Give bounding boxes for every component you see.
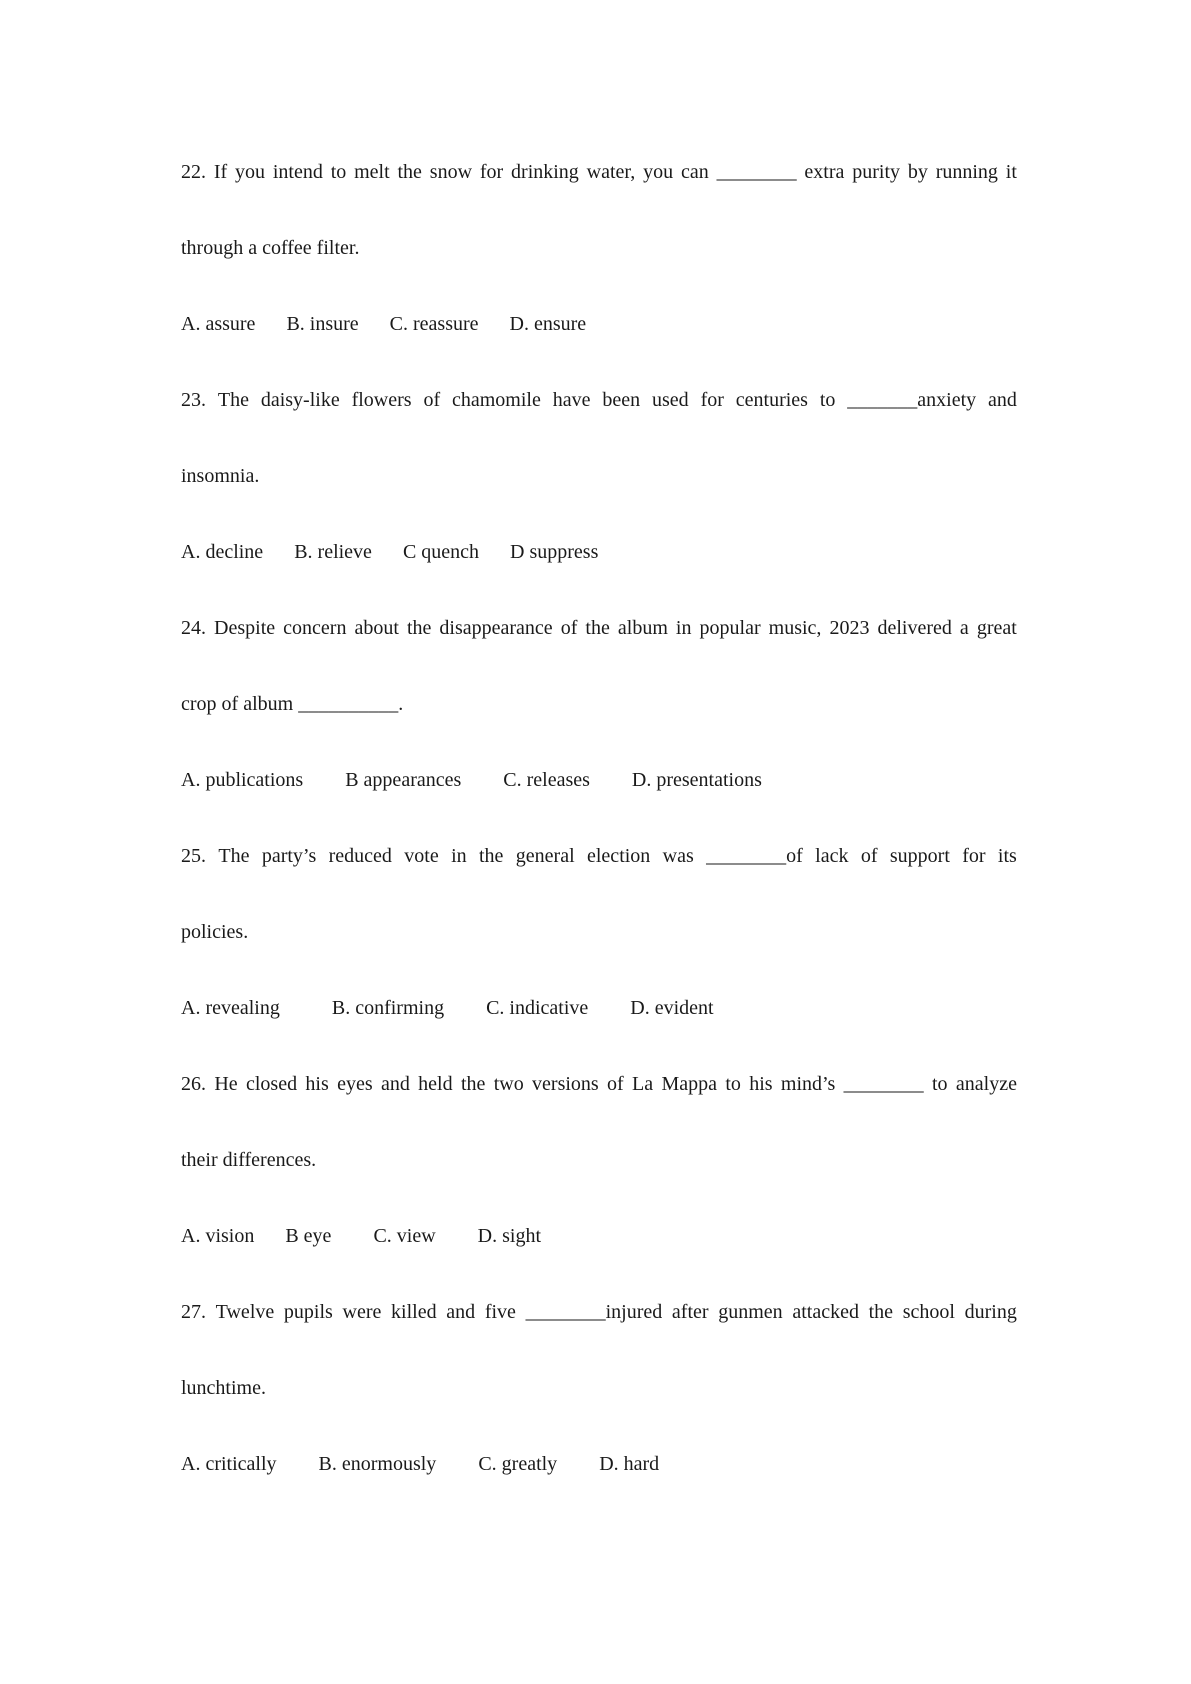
word: held: [418, 1073, 453, 1095]
question-26-options: [181, 1224, 1017, 1248]
option-a[interactable]: A. revealing: [181, 997, 280, 1019]
word: of: [560, 617, 578, 639]
option-c[interactable]: C. greatly: [478, 1453, 558, 1475]
word: If: [213, 161, 228, 183]
option-d[interactable]: D. evident: [630, 997, 714, 1019]
word: the: [406, 617, 432, 639]
word: 25.: [181, 845, 206, 867]
question-22-stem-line1: [181, 160, 1017, 184]
word: his: [749, 1073, 773, 1095]
word: Twelve: [215, 1301, 275, 1323]
word: 27.: [181, 1301, 206, 1323]
word: can: [680, 161, 709, 183]
word: you: [235, 161, 266, 183]
word: 23.: [181, 389, 206, 411]
question-25-stem-line1: [181, 844, 1017, 868]
option-d[interactable]: D. sight: [477, 1225, 541, 1247]
word: flowers: [351, 389, 412, 411]
word: Despite: [214, 617, 276, 639]
word: lack: [815, 845, 849, 867]
word: a: [959, 617, 969, 639]
option-c[interactable]: C. indicative: [486, 997, 589, 1019]
word: eyes: [337, 1073, 373, 1095]
word: analyze: [955, 1073, 1017, 1095]
answer-blank: ________: [716, 161, 797, 183]
question-23-options: [181, 540, 1017, 564]
option-b[interactable]: B. insure: [286, 313, 359, 335]
word: killed: [391, 1301, 437, 1323]
word: of: [607, 1073, 624, 1095]
word: school: [902, 1301, 955, 1323]
answer-blank: ________of: [706, 845, 803, 867]
word: used: [652, 389, 689, 411]
word: album: [617, 617, 668, 639]
word: were: [342, 1301, 382, 1323]
question-25-stem-line2: policies.: [181, 921, 249, 943]
word: for: [962, 845, 986, 867]
word: closed: [245, 1073, 298, 1095]
word: mind’s: [780, 1073, 836, 1095]
word: about: [354, 617, 399, 639]
question-22-options: [181, 312, 1017, 336]
word: centuries: [735, 389, 808, 411]
word: running: [935, 161, 998, 183]
answer-blank: ________injured: [525, 1301, 663, 1323]
word: the: [397, 161, 422, 183]
question-26-stem-line1: [181, 1072, 1017, 1096]
question-24-stem-line2: [181, 692, 1017, 716]
word: party’s: [261, 845, 317, 867]
document-page: [181, 0, 1017, 1684]
word: pupils: [283, 1301, 333, 1323]
word: to: [725, 1073, 741, 1095]
word: gunmen: [718, 1301, 783, 1323]
word: to: [932, 1073, 948, 1095]
word: He: [214, 1073, 238, 1095]
option-c[interactable]: C. reassure: [389, 313, 479, 335]
question-25-options: [181, 996, 1017, 1020]
option-b[interactable]: B. relieve: [294, 541, 372, 563]
word: drinking: [511, 161, 579, 183]
word: reduced: [328, 845, 392, 867]
option-b[interactable]: B appearances: [345, 769, 462, 791]
question-27-stem-line2: lunchtime.: [181, 1377, 266, 1399]
option-a[interactable]: A. vision: [181, 1225, 255, 1247]
option-c[interactable]: C. view: [373, 1225, 436, 1247]
word: daisy-like: [260, 389, 340, 411]
option-d[interactable]: D. presentations: [631, 769, 762, 791]
word: for: [479, 161, 504, 183]
word: after: [671, 1301, 709, 1323]
word: 22.: [181, 161, 206, 183]
question-22-stem-line2: through a coffee filter.: [181, 237, 360, 259]
word: great: [976, 617, 1017, 639]
word: have: [552, 389, 591, 411]
question-23-stem-line2: insomnia.: [181, 465, 260, 487]
option-c[interactable]: C quench: [402, 541, 480, 563]
word: extra: [804, 161, 845, 183]
word: the: [460, 1073, 486, 1095]
word: attacked: [792, 1301, 859, 1323]
option-b[interactable]: B. enormously: [318, 1453, 437, 1475]
word: The: [217, 389, 249, 411]
word: two: [493, 1073, 524, 1095]
stem-text: crop of album __: [181, 693, 319, 715]
word: of: [860, 845, 878, 867]
word: and: [988, 389, 1017, 411]
option-d[interactable]: D suppress: [510, 541, 599, 563]
word: popular: [699, 617, 761, 639]
word: its: [997, 845, 1017, 867]
word: the: [585, 617, 610, 639]
word: and: [446, 1301, 476, 1323]
word: election: [587, 845, 651, 867]
question-27-options: [181, 1452, 1017, 1476]
word: 24.: [181, 617, 206, 639]
word: Mappa: [661, 1073, 717, 1095]
word: 26.: [181, 1073, 206, 1095]
option-a[interactable]: A. publications: [181, 769, 304, 791]
word: purity: [852, 161, 901, 183]
question-24-options: [181, 768, 1017, 792]
word: and: [380, 1073, 410, 1095]
word: concern: [283, 617, 347, 639]
word: the: [478, 845, 504, 867]
question-27-stem-line1: [181, 1300, 1017, 1324]
word: in: [451, 845, 467, 867]
word: snow: [429, 161, 473, 183]
word: it: [1005, 161, 1017, 183]
option-b[interactable]: B. confirming: [331, 997, 445, 1019]
answer-blank: _______anxiety: [847, 389, 977, 411]
word: melt: [354, 161, 390, 183]
answer-blank-end: _____.: [348, 693, 404, 715]
word: of: [423, 389, 441, 411]
word: you: [643, 161, 674, 183]
word: the: [868, 1301, 894, 1323]
word: been: [602, 389, 641, 411]
option-d[interactable]: D. hard: [599, 1453, 660, 1475]
word: in: [675, 617, 692, 639]
word: five: [484, 1301, 516, 1323]
word: water,: [586, 161, 636, 183]
word: The: [218, 845, 250, 867]
option-d[interactable]: D. ensure: [509, 313, 587, 335]
option-a[interactable]: A. decline: [181, 541, 264, 563]
word: was: [662, 845, 694, 867]
option-b[interactable]: B eye: [285, 1225, 332, 1247]
word: delivered: [877, 617, 952, 639]
word: for: [700, 389, 724, 411]
word: support: [889, 845, 950, 867]
option-c[interactable]: C. releases: [503, 769, 590, 791]
word: during: [964, 1301, 1017, 1323]
answer-blank: ___: [318, 693, 349, 715]
word: music,: [768, 617, 822, 639]
word: 2023: [829, 617, 870, 639]
word: intend: [272, 161, 323, 183]
word: his: [305, 1073, 329, 1095]
word: to: [330, 161, 347, 183]
option-a[interactable]: A. assure: [181, 313, 256, 335]
word: disappearance: [439, 617, 553, 639]
word: chamomile: [452, 389, 541, 411]
question-24-stem-line1: [181, 616, 1017, 640]
word: by: [907, 161, 928, 183]
word: general: [515, 845, 575, 867]
word: vote: [404, 845, 439, 867]
word: versions: [532, 1073, 599, 1095]
option-a[interactable]: A. critically: [181, 1453, 277, 1475]
question-23-stem-line1: [181, 388, 1017, 412]
word: La: [632, 1073, 654, 1095]
answer-blank: ________: [843, 1073, 924, 1095]
question-26-stem-line2: their differences.: [181, 1149, 317, 1171]
word: to: [819, 389, 836, 411]
